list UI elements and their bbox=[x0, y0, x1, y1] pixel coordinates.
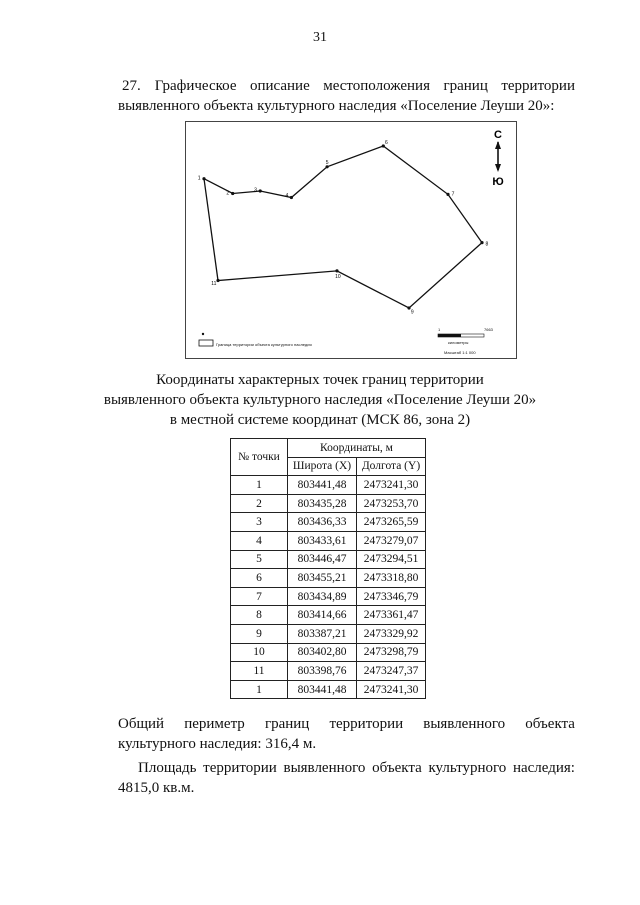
latitude-cell: 803446,47 bbox=[288, 550, 357, 569]
table-row bbox=[231, 606, 426, 625]
area-line2: 4815,0 кв.м. bbox=[118, 780, 195, 796]
page-number: 31 bbox=[313, 30, 327, 45]
point-number-cell: 1 bbox=[231, 476, 288, 495]
longitude-cell: 2473265,59 bbox=[357, 513, 426, 532]
boundary-point bbox=[259, 189, 262, 192]
perimeter-word: периметр bbox=[184, 716, 245, 732]
boundary-point-label: 5 bbox=[325, 159, 329, 166]
latitude-cell: 803433,61 bbox=[288, 531, 357, 550]
longitude-cell: 2473361,47 bbox=[357, 606, 426, 625]
table-row bbox=[231, 531, 426, 550]
boundary-point bbox=[290, 196, 293, 199]
scale-ratio-label: Масштаб 1:1 000 bbox=[444, 350, 476, 355]
perimeter-word: выявленного bbox=[423, 716, 506, 732]
perimeter-word: границ bbox=[264, 716, 310, 732]
section-heading-text: Графическое описание местоположения границ территории выявленного объекта культурного наследия «Поселение Леуши 20»: bbox=[118, 78, 575, 114]
boundary-point-label: 4 bbox=[285, 193, 289, 200]
table-row bbox=[231, 569, 426, 588]
table-row bbox=[231, 494, 426, 513]
perimeter-word: территории bbox=[329, 716, 404, 732]
point-number-cell: 9 bbox=[231, 624, 288, 643]
area-line1 bbox=[118, 758, 575, 778]
table-row bbox=[231, 587, 426, 606]
legend-label: Граница территории объекта культурного наследия bbox=[216, 342, 312, 347]
longitude-cell: 2473298,79 bbox=[357, 643, 426, 662]
boundary-point bbox=[446, 193, 449, 196]
longitude-cell: 2473346,79 bbox=[357, 587, 426, 606]
point-number-cell: 11 bbox=[231, 662, 288, 681]
table-row bbox=[231, 680, 426, 699]
point-number-cell: 2 bbox=[231, 494, 288, 513]
longitude-cell: 2473329,92 bbox=[357, 624, 426, 643]
latitude-cell: 803398,76 bbox=[288, 662, 357, 681]
map-legend bbox=[199, 333, 312, 347]
latitude-cell: 803434,89 bbox=[288, 587, 357, 606]
coordinates-title-line1: Координаты характерных точек границ территории bbox=[156, 372, 484, 388]
table-row bbox=[231, 624, 426, 643]
longitude-cell: 2473247,37 bbox=[357, 662, 426, 681]
area-word: объекта bbox=[372, 760, 422, 776]
legend-swatch bbox=[199, 340, 213, 346]
point-number-cell: 8 bbox=[231, 606, 288, 625]
coordinates-title-line2: выявленного объекта культурного наследия «Поселение Леуши 20» bbox=[103, 392, 537, 408]
area-paragraph bbox=[118, 758, 575, 798]
table-row bbox=[231, 476, 426, 495]
boundary-point-label: 2 bbox=[226, 190, 230, 197]
header-longitude: Долгота (Y) bbox=[357, 457, 426, 476]
point-number-cell: 5 bbox=[231, 550, 288, 569]
longitude-cell: 2473294,51 bbox=[357, 550, 426, 569]
point-number-cell: 3 bbox=[231, 513, 288, 532]
perimeter-line1 bbox=[118, 714, 575, 734]
boundary-map bbox=[185, 121, 517, 359]
header-point-number: № точки bbox=[231, 439, 288, 476]
boundary-point-label: 3 bbox=[254, 187, 257, 194]
perimeter-line2: культурного наследия: 316,4 м. bbox=[118, 736, 317, 752]
boundary-point-label: 1 bbox=[197, 175, 201, 182]
north-label: С bbox=[494, 129, 502, 141]
point-number-cell: 4 bbox=[231, 531, 288, 550]
coordinates-title bbox=[0, 370, 640, 430]
area-word: Площадь bbox=[138, 760, 197, 776]
coordinates-table bbox=[230, 438, 426, 699]
boundary-point bbox=[480, 241, 483, 244]
boundary-point bbox=[231, 192, 234, 195]
boundary-map-drawing bbox=[186, 122, 516, 358]
area-word: культурного bbox=[428, 760, 507, 776]
point-number-cell: 1 bbox=[231, 680, 288, 699]
header-coordinates: Координаты, м bbox=[288, 439, 426, 458]
latitude-cell: 803387,21 bbox=[288, 624, 357, 643]
table-row bbox=[231, 513, 426, 532]
header-latitude: Широта (X) bbox=[288, 457, 357, 476]
longitude-cell: 2473318,80 bbox=[357, 569, 426, 588]
boundary-polygon bbox=[204, 146, 482, 308]
longitude-cell: 2473253,70 bbox=[357, 494, 426, 513]
scale-left-label: 1 bbox=[438, 327, 441, 332]
boundary-point-label: 10 bbox=[335, 273, 341, 280]
perimeter-paragraph bbox=[118, 714, 575, 754]
area-word: выявленного bbox=[283, 760, 366, 776]
latitude-cell: 803436,33 bbox=[288, 513, 357, 532]
scale-unit-label: километры bbox=[448, 340, 469, 345]
coordinates-title-line3: в местной системе координат (МСК 86, зона 2) bbox=[169, 412, 471, 428]
latitude-cell: 803455,21 bbox=[288, 569, 357, 588]
scale-right-label: 7663 bbox=[484, 327, 493, 332]
table-row bbox=[231, 662, 426, 681]
boundary-point-label: 7 bbox=[451, 191, 455, 198]
longitude-cell: 2473241,30 bbox=[357, 680, 426, 699]
latitude-cell: 803435,28 bbox=[288, 494, 357, 513]
scale-bar bbox=[438, 327, 494, 355]
boundary-point-label: 11 bbox=[211, 281, 217, 288]
point-number-cell: 6 bbox=[231, 569, 288, 588]
area-word: наследия: bbox=[512, 760, 575, 776]
boundary-point-label: 8 bbox=[485, 241, 489, 248]
latitude-cell: 803414,66 bbox=[288, 606, 357, 625]
boundary-point bbox=[335, 269, 338, 272]
section-heading bbox=[118, 76, 575, 116]
boundary-point-label: 6 bbox=[385, 140, 388, 147]
longitude-cell: 2473279,07 bbox=[357, 531, 426, 550]
table-row bbox=[231, 643, 426, 662]
north-arrow-icon bbox=[492, 129, 503, 188]
boundary-point-label: 9 bbox=[410, 309, 414, 316]
latitude-cell: 803441,48 bbox=[288, 680, 357, 699]
latitude-cell: 803441,48 bbox=[288, 476, 357, 495]
perimeter-word: Общий bbox=[118, 716, 165, 732]
point-number-cell: 7 bbox=[231, 587, 288, 606]
longitude-cell: 2473241,30 bbox=[357, 476, 426, 495]
boundary-point bbox=[216, 279, 219, 282]
section-number: 27. bbox=[122, 78, 141, 94]
area-word: территории bbox=[203, 760, 277, 776]
point-number-cell: 10 bbox=[231, 643, 288, 662]
boundary-point bbox=[202, 177, 205, 180]
table-row bbox=[231, 550, 426, 569]
latitude-cell: 803402,80 bbox=[288, 643, 357, 662]
perimeter-word: объекта bbox=[525, 716, 575, 732]
south-label: Ю bbox=[492, 176, 504, 188]
